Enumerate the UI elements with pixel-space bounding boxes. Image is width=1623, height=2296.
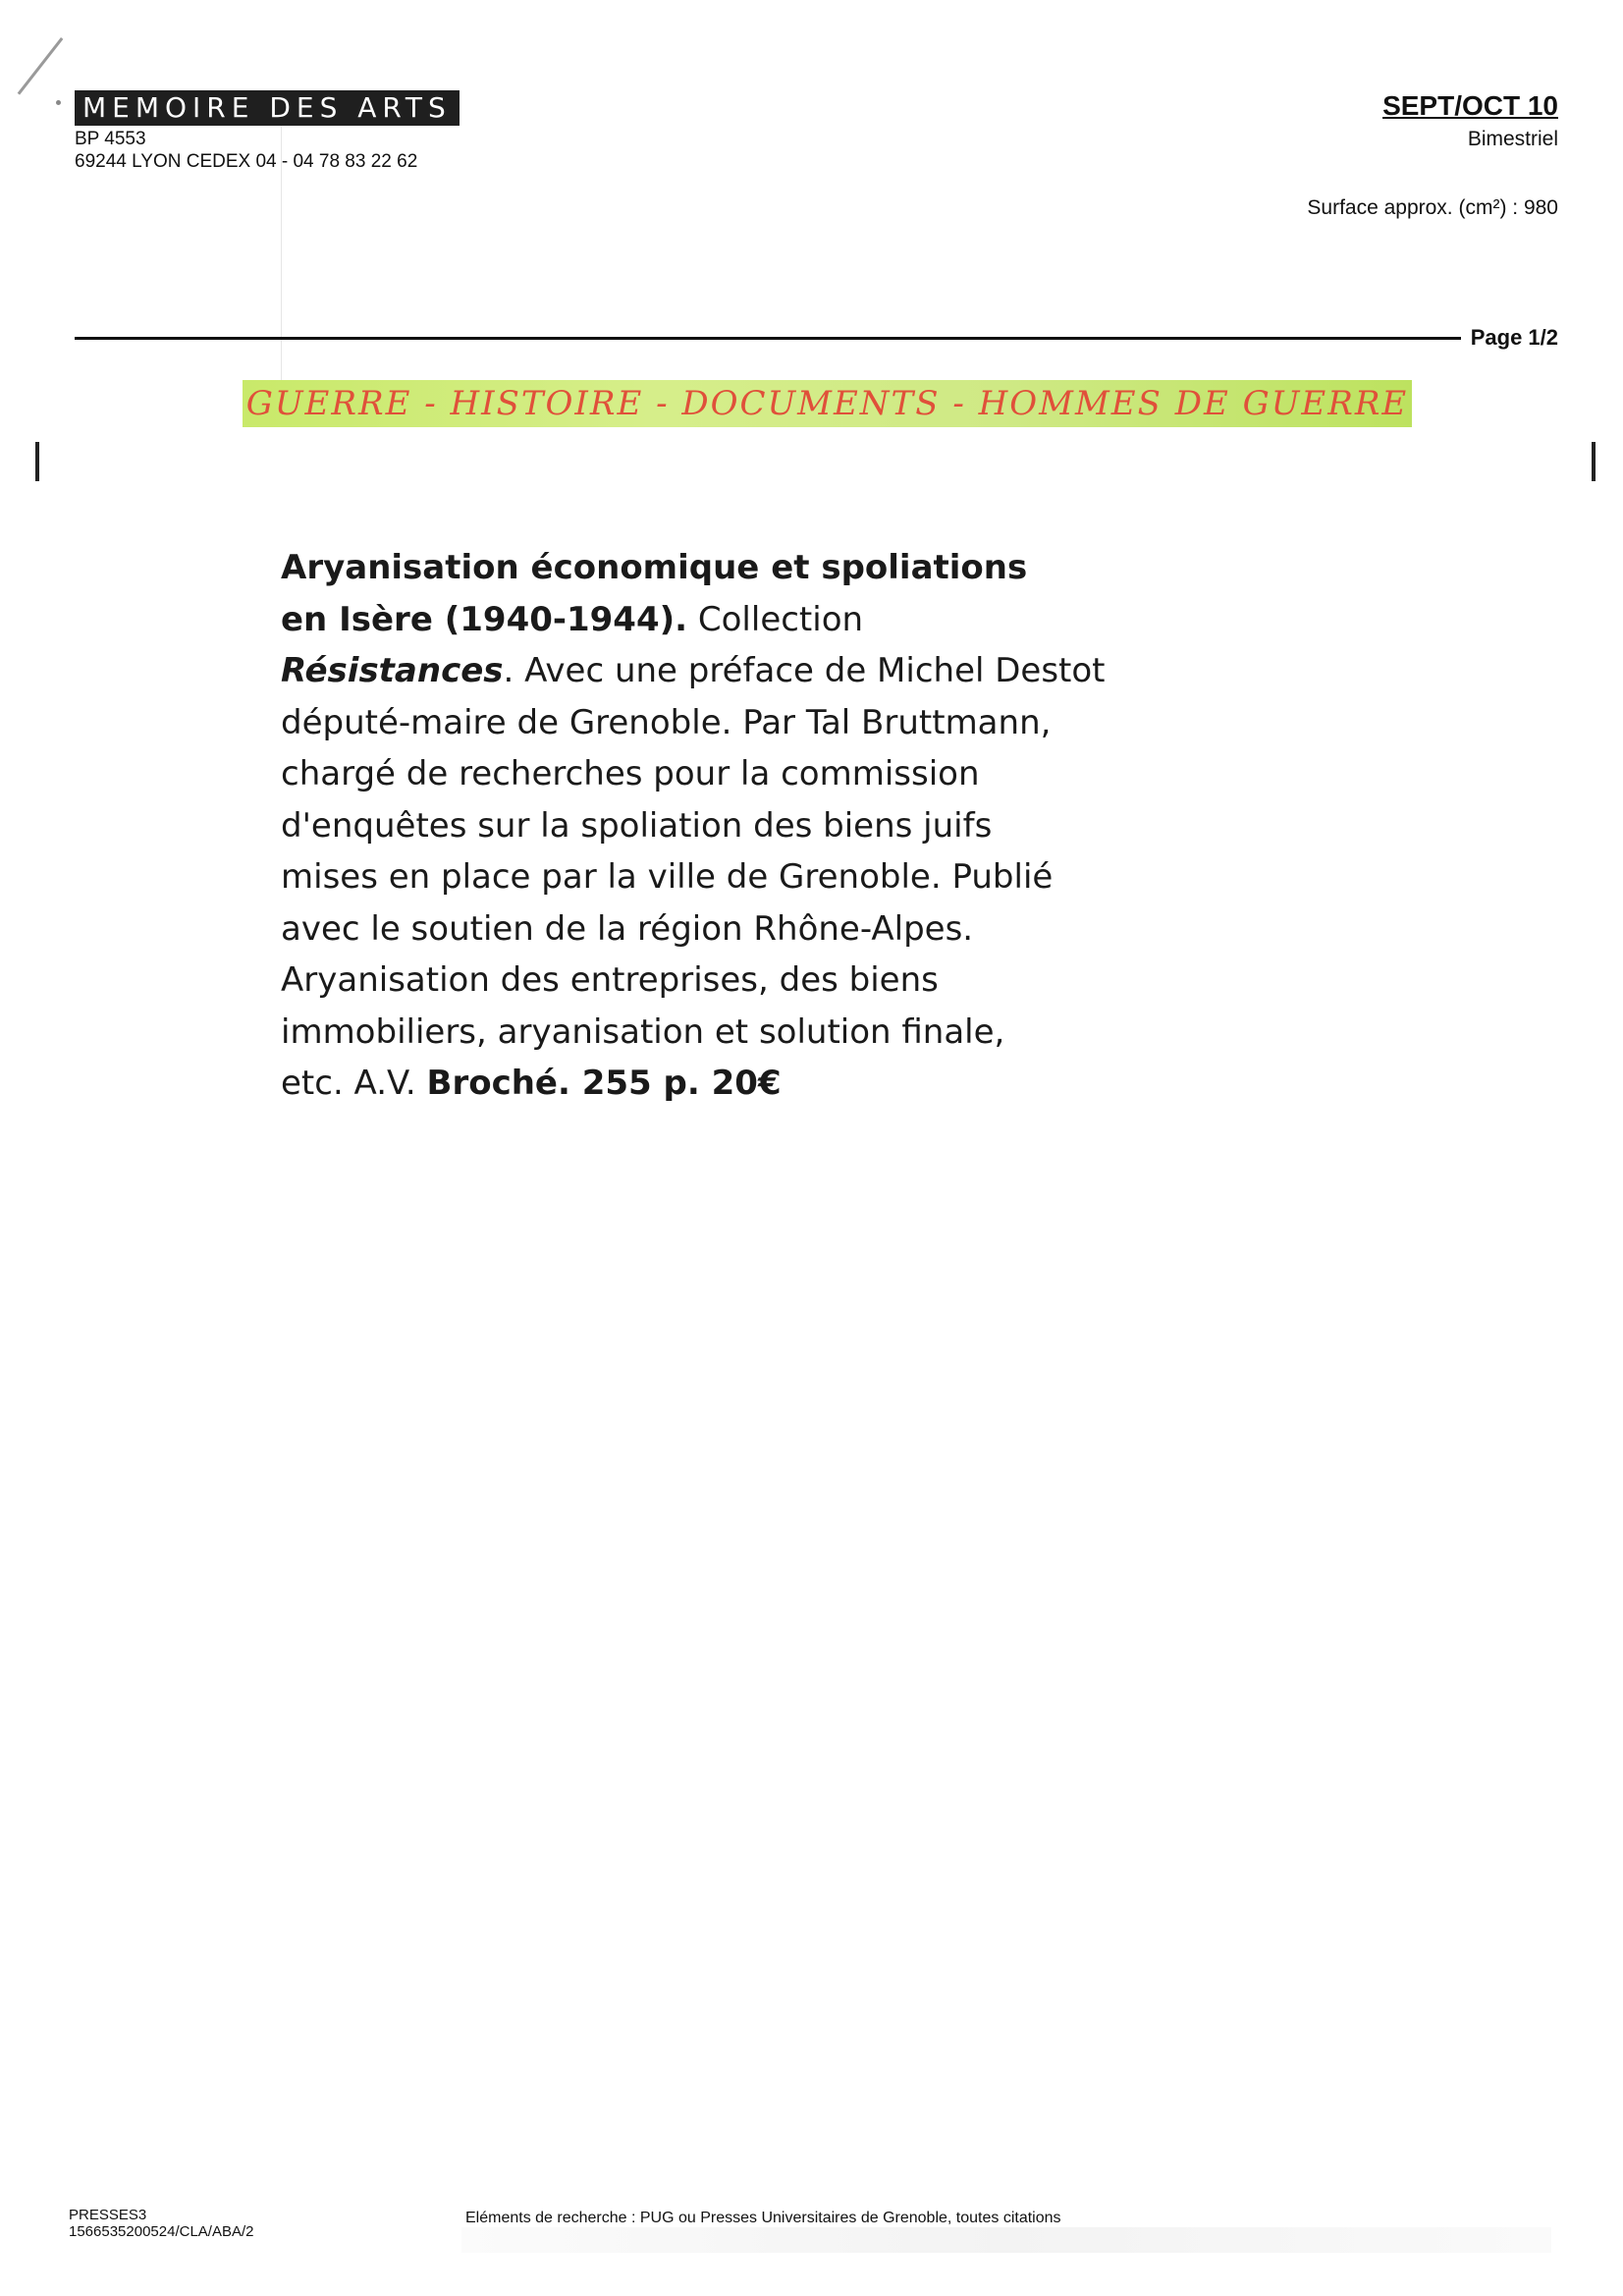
article-line-8: avec le soutien de la région Rhône-Alpes. — [281, 908, 974, 949]
surface-area: Surface approx. (cm²) : 980 — [1307, 196, 1558, 219]
issue-date: SEPT/OCT 10 — [1382, 90, 1558, 121]
footer-scan-artifact — [461, 2227, 1551, 2253]
article-text: . Avec une préface de Michel Destot — [503, 651, 1106, 690]
article-text: Collection — [687, 599, 864, 639]
article-line-9: Aryanisation des entreprises, des biens — [281, 960, 939, 1000]
category-banner: GUERRE - HISTOIRE - DOCUMENTS - HOMMES DE GUERRE — [243, 380, 1412, 427]
article-line-11 — [281, 1058, 1007, 1110]
page-number: Page 1/2 — [1470, 325, 1558, 350]
article-line-10: immobiliers, aryanisation et solution finale, — [281, 1011, 1005, 1052]
collection-name: Résistances — [281, 651, 504, 690]
pen-stroke-mark — [18, 37, 64, 95]
article-line-6: d'enquêtes sur la spoliation des biens juifs — [281, 805, 993, 846]
footer-code — [69, 2207, 254, 2240]
article-title-line2: en Isère (1940-1944). — [281, 599, 688, 639]
article-text: etc. A.V. — [281, 1064, 427, 1103]
publisher-address-line2: 69244 LYON CEDEX 04 - 04 78 83 22 62 — [75, 151, 418, 172]
article-line-7: mises en place par la ville de Grenoble. Publié — [281, 857, 1054, 897]
article-line-4: député-maire de Grenoble. Par Tal Bruttmann, — [281, 702, 1052, 742]
publication-logo: MEMOIRE DES ARTS — [75, 90, 460, 126]
article-title-line1: Aryanisation économique et spoliations — [281, 548, 1028, 587]
pen-dot-mark — [56, 100, 61, 105]
article-line-5: chargé de recherches pour la commission — [281, 754, 980, 793]
book-details: Broché. 255 p. 20€ — [426, 1064, 782, 1103]
footer-code-line2: 1566535200524/CLA/ABA/2 — [69, 2223, 254, 2240]
footer-code-line1: PRESSES3 — [69, 2207, 147, 2223]
footer-search-elements: Eléments de recherche : PUG ou Presses Universitaires de Grenoble, toutes citations — [465, 2210, 1061, 2226]
margin-tick-left — [35, 442, 39, 481]
article-line-3 — [281, 645, 1106, 697]
publisher-address-line1: BP 4553 — [75, 129, 146, 149]
header-rule — [75, 337, 1461, 340]
periodicity: Bimestriel — [1467, 128, 1558, 150]
margin-tick-right — [1592, 442, 1596, 481]
article-line-2 — [281, 594, 1007, 646]
book-review-article — [281, 542, 1106, 1110]
